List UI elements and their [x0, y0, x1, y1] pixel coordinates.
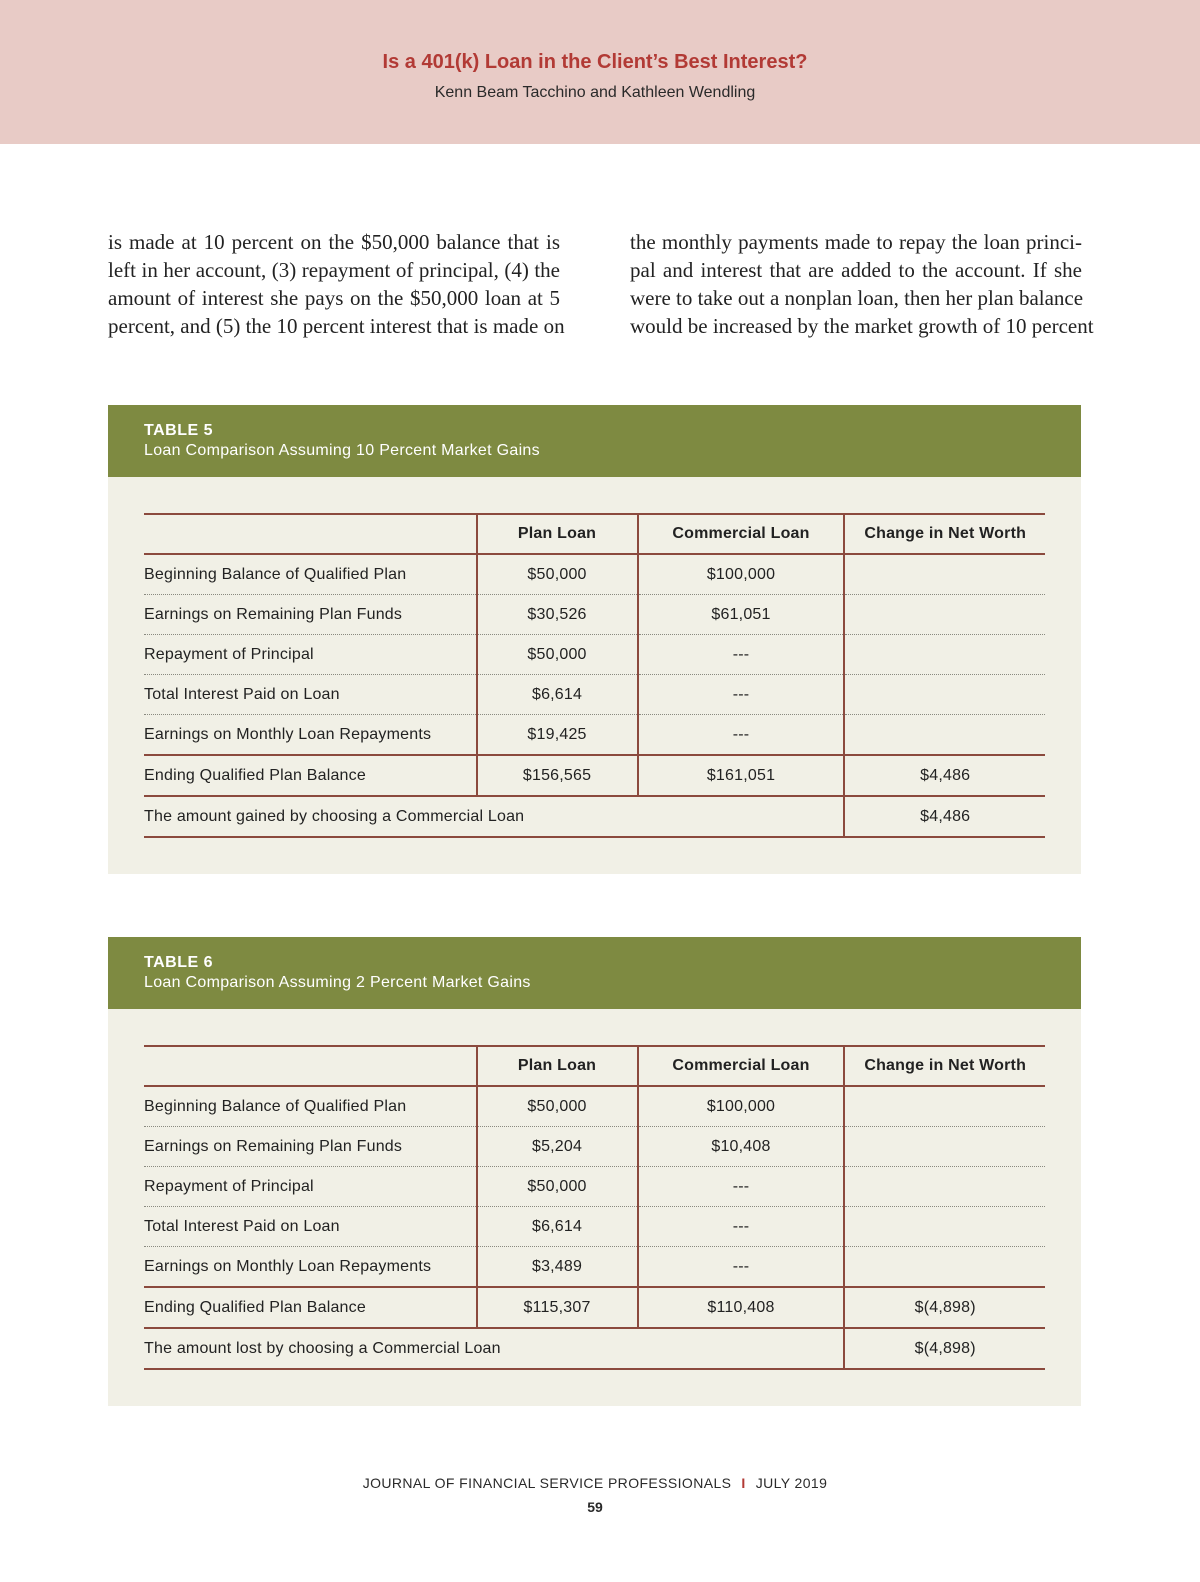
row-label: Beginning Balance of Qualified Plan: [144, 1086, 477, 1127]
table-row: [144, 1167, 1045, 1207]
row-label: Repayment of Principal: [144, 1167, 477, 1207]
row-label: Earnings on Remaining Plan Funds: [144, 1127, 477, 1167]
cell-commercial-loan: $110,408: [638, 1287, 845, 1328]
cell-change-net-worth: [844, 1207, 1045, 1247]
summary-value: $4,486: [844, 796, 1045, 837]
table-number: TABLE 5: [144, 422, 213, 439]
cell-commercial-loan: ---: [638, 715, 845, 756]
cell-commercial-loan: ---: [638, 1207, 845, 1247]
cell-commercial-loan: ---: [638, 675, 845, 715]
table-row: [144, 715, 1045, 756]
cell-change-net-worth: [844, 554, 1045, 595]
body-line: would be increased by the market growth of 10 percent: [630, 314, 1094, 338]
column-header-change-net-worth: Change in Net Worth: [844, 1046, 1045, 1086]
cell-commercial-loan: $61,051: [638, 595, 845, 635]
table-row-summary: [144, 1328, 1045, 1369]
cell-commercial-loan: $161,051: [638, 755, 845, 796]
table-caption: Loan Comparison Assuming 2 Percent Market Gains: [144, 974, 531, 991]
body-line: percent, and (5) the 10 percent interest that is made on: [108, 314, 565, 338]
cell-plan-loan: $50,000: [477, 554, 638, 595]
cell-change-net-worth: $4,486: [844, 755, 1045, 796]
cell-plan-loan: $3,489: [477, 1247, 638, 1288]
cell-change-net-worth: [844, 635, 1045, 675]
table-column-headers: [144, 1046, 1045, 1086]
table-row-ending-balance: [144, 755, 1045, 796]
summary-label: The amount lost by choosing a Commercial Loan: [144, 1328, 844, 1369]
row-label: Earnings on Monthly Loan Repayments: [144, 1257, 432, 1275]
row-label: Ending Qualified Plan Balance: [144, 1287, 477, 1328]
column-header-change-net-worth: Change in Net Worth: [844, 514, 1045, 554]
row-label: Total Interest Paid on Loan: [144, 1207, 477, 1247]
row-label: Repayment of Principal: [144, 635, 477, 675]
table-row: [144, 1207, 1045, 1247]
table-row: [144, 554, 1045, 595]
cell-plan-loan: $19,425: [477, 715, 638, 756]
loan-comparison-table: [144, 513, 1045, 838]
column-header-plan-loan: Plan Loan: [477, 514, 638, 554]
page-number: 59: [587, 1499, 603, 1515]
cell-commercial-loan: ---: [638, 1247, 845, 1288]
cell-commercial-loan: $100,000: [638, 1086, 845, 1127]
column-header-blank: [144, 1046, 477, 1086]
cell-plan-loan: $156,565: [477, 755, 638, 796]
cell-change-net-worth: $(4,898): [844, 1287, 1045, 1328]
column-header-commercial-loan: Commercial Loan: [638, 514, 845, 554]
row-label: Earnings on Remaining Plan Funds: [144, 595, 477, 635]
cell-change-net-worth: [844, 1247, 1045, 1288]
cell-change-net-worth: [844, 595, 1045, 635]
cell-commercial-loan: $10,408: [638, 1127, 845, 1167]
issue-date: JULY 2019: [755, 1475, 828, 1491]
running-header: [0, 0, 1200, 144]
table-column-headers: [144, 514, 1045, 554]
footer-separator: I: [741, 1475, 746, 1491]
table-header-band: [108, 405, 1081, 477]
column-header-plan-loan: Plan Loan: [477, 1046, 638, 1086]
row-label: Beginning Balance of Qualified Plan: [144, 554, 477, 595]
cell-commercial-loan: ---: [638, 1167, 845, 1207]
table-row: [144, 1127, 1045, 1167]
table-5: [108, 405, 1081, 874]
cell-change-net-worth: [844, 1086, 1045, 1127]
table-row: [144, 595, 1045, 635]
summary-label: The amount gained by choosing a Commercial Loan: [144, 796, 844, 837]
article-title: Is a 401(k) Loan in the Client’s Best Interest?: [382, 51, 808, 73]
cell-plan-loan: $50,000: [477, 1167, 638, 1207]
cell-change-net-worth: [844, 1127, 1045, 1167]
row-label: Earnings on Monthly Loan Repayments: [144, 725, 432, 743]
summary-value: $(4,898): [844, 1328, 1045, 1369]
table-6: [108, 937, 1081, 1406]
running-footer: [0, 1475, 1190, 1491]
cell-plan-loan: $6,614: [477, 1207, 638, 1247]
body-line: is made at 10 percent on the $50,000 balance that is: [108, 230, 560, 254]
cell-commercial-loan: ---: [638, 635, 845, 675]
cell-change-net-worth: [844, 675, 1045, 715]
cell-plan-loan: $6,614: [477, 675, 638, 715]
body-line: pal and interest that are added to the account. If she: [630, 258, 1082, 282]
column-header-commercial-loan: Commercial Loan: [638, 1046, 845, 1086]
table-row: [144, 1247, 1045, 1288]
cell-plan-loan: $50,000: [477, 635, 638, 675]
journal-name: JOURNAL OF FINANCIAL SERVICE PROFESSIONALS: [362, 1475, 732, 1491]
cell-change-net-worth: [844, 1167, 1045, 1207]
table-caption: Loan Comparison Assuming 10 Percent Market Gains: [144, 442, 540, 459]
cell-plan-loan: $50,000: [477, 1086, 638, 1127]
column-header-blank: [144, 514, 477, 554]
table-row: [144, 1086, 1045, 1127]
table-number: TABLE 6: [144, 954, 213, 971]
cell-plan-loan: $30,526: [477, 595, 638, 635]
table-row-summary: [144, 796, 1045, 837]
row-label: Total Interest Paid on Loan: [144, 675, 477, 715]
body-line: were to take out a nonplan loan, then her plan balance: [630, 286, 1084, 310]
body-line: amount of interest she pays on the $50,000 loan at 5: [108, 286, 560, 310]
row-label: Ending Qualified Plan Balance: [144, 755, 477, 796]
table-row-ending-balance: [144, 1287, 1045, 1328]
body-column-right: [630, 228, 1094, 340]
body-line: the monthly payments made to repay the loan princi-: [630, 230, 1082, 254]
table-row: [144, 635, 1045, 675]
article-authors: Kenn Beam Tacchino and Kathleen Wendling: [434, 84, 756, 101]
cell-plan-loan: $115,307: [477, 1287, 638, 1328]
table-row: [144, 675, 1045, 715]
loan-comparison-table: [144, 1045, 1045, 1370]
body-line: left in her account, (3) repayment of principal, (4) the: [108, 258, 560, 282]
cell-commercial-loan: $100,000: [638, 554, 845, 595]
body-column-left: [108, 228, 565, 340]
table-header-band: [108, 937, 1081, 1009]
cell-change-net-worth: [844, 715, 1045, 756]
cell-plan-loan: $5,204: [477, 1127, 638, 1167]
